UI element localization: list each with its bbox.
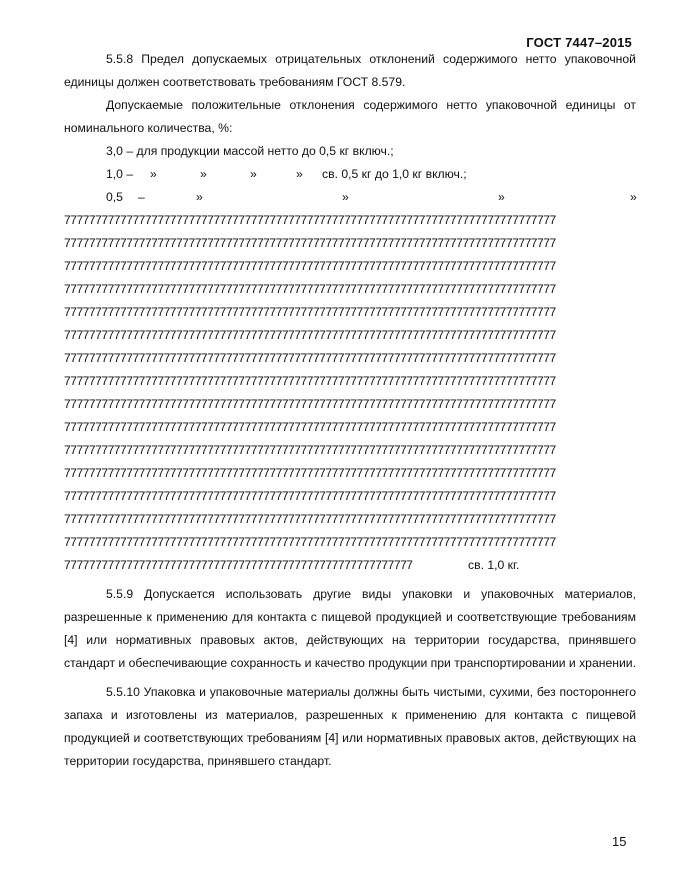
deviation-value-0-5: 0,5 xyxy=(106,190,123,204)
ditto-mark: » xyxy=(630,190,637,204)
ditto-mark: » xyxy=(250,167,257,181)
deviation-range-text: св. 0,5 кг до 1,0 кг включ.; xyxy=(322,167,467,181)
filler-line: 7777777777777777777777777777777777777777777777777777777777777777777777777777777 xyxy=(64,236,556,250)
filler-line: 7777777777777777777777777777777777777777777777777777777777777777777777777777777 xyxy=(64,282,556,296)
page-number: 15 xyxy=(612,834,627,849)
filler-line: 7777777777777777777777777777777777777777777777777777777777777777777777777777777 xyxy=(64,351,556,365)
deviation-line-3-0: 3,0 – для продукции массой нетто до 0,5 кг включ.; xyxy=(106,144,394,158)
paragraph-5-5-10: 5.5.10 Упаковка и упаковочные материалы должны быть чистыми, сухими, без постороннего запаха и изготовлены из материалов, разрешенных к применению для контакта с пищевой продукцией и соответствующих требованиям [4] или нормативных правовых актов, действующих на территории государства, принявшего стандарт. xyxy=(64,685,636,768)
filler-line: 7777777777777777777777777777777777777777777777777777777777777777777777777777777 xyxy=(64,489,556,503)
filler-line: 7777777777777777777777777777777777777777777777777777777777777777777777777777777 xyxy=(64,420,556,434)
deviation-line-1-0 xyxy=(64,163,636,186)
deviation-range-text: св. 1,0 кг. xyxy=(468,558,520,572)
filler-line: 7777777777777777777777777777777777777777777777777777777777777777777777777777777 xyxy=(64,397,556,411)
filler-line-last xyxy=(64,554,636,577)
document-body xyxy=(64,48,636,773)
filler-line: 7777777777777777777777777777777777777777777777777777777777777777777777777777777 xyxy=(64,443,556,457)
ditto-mark: » xyxy=(498,190,505,204)
deviation-line-0-5 xyxy=(64,186,636,209)
filler-line: 7777777777777777777777777777777777777777777777777777777777777777777777777777777 xyxy=(64,512,556,526)
filler-line: 7777777777777777777777777777777777777777777777777777777777777777777777777777777 xyxy=(64,374,556,388)
filler-sevens: 77777777777777777777777777777777777777777777777777777777 xyxy=(64,558,413,572)
paragraph-5-5-8: 5.5.8 Предел допускаемых отрицательных отклонений содержимого нетто упаковочной единицы должен соответствовать требованиям ГОСТ 8.579. xyxy=(64,52,636,89)
ditto-mark: » xyxy=(196,190,203,204)
document-code-header: ГОСТ 7447–2015 xyxy=(526,35,632,50)
filler-line: 7777777777777777777777777777777777777777777777777777777777777777777777777777777 xyxy=(64,213,556,227)
filler-line: 7777777777777777777777777777777777777777777777777777777777777777777777777777777 xyxy=(64,535,556,549)
filler-line: 7777777777777777777777777777777777777777777777777777777777777777777777777777777 xyxy=(64,466,556,480)
filler-line: 7777777777777777777777777777777777777777777777777777777777777777777777777777777 xyxy=(64,305,556,319)
ditto-mark: » xyxy=(200,167,207,181)
deviation-value-1-0: 1,0 – xyxy=(106,167,134,181)
filler-line: 7777777777777777777777777777777777777777777777777777777777777777777777777777777 xyxy=(64,328,556,342)
ditto-mark: » xyxy=(150,167,157,181)
dash-mark: – xyxy=(138,190,145,204)
ditto-mark: » xyxy=(296,167,303,181)
ditto-mark: » xyxy=(342,190,349,204)
paragraph-5-5-9: 5.5.9 Допускается использовать другие виды упаковки и упаковочных материалов, разрешенные к применению для контакта с пищевой продукцией и соответствующие требованиям [4] или нормативных правовых актов, действующих на территории государства, принявшего стандарт и обеспечивающие сохранность и качество продукции при транспортировании и хранении. xyxy=(64,587,636,670)
filler-line: 7777777777777777777777777777777777777777777777777777777777777777777777777777777 xyxy=(64,259,556,273)
paragraph-positive-deviations: Допускаемые положительные отклонения содержимого нетто упаковочной единицы от номинального количества, %: xyxy=(64,98,636,135)
